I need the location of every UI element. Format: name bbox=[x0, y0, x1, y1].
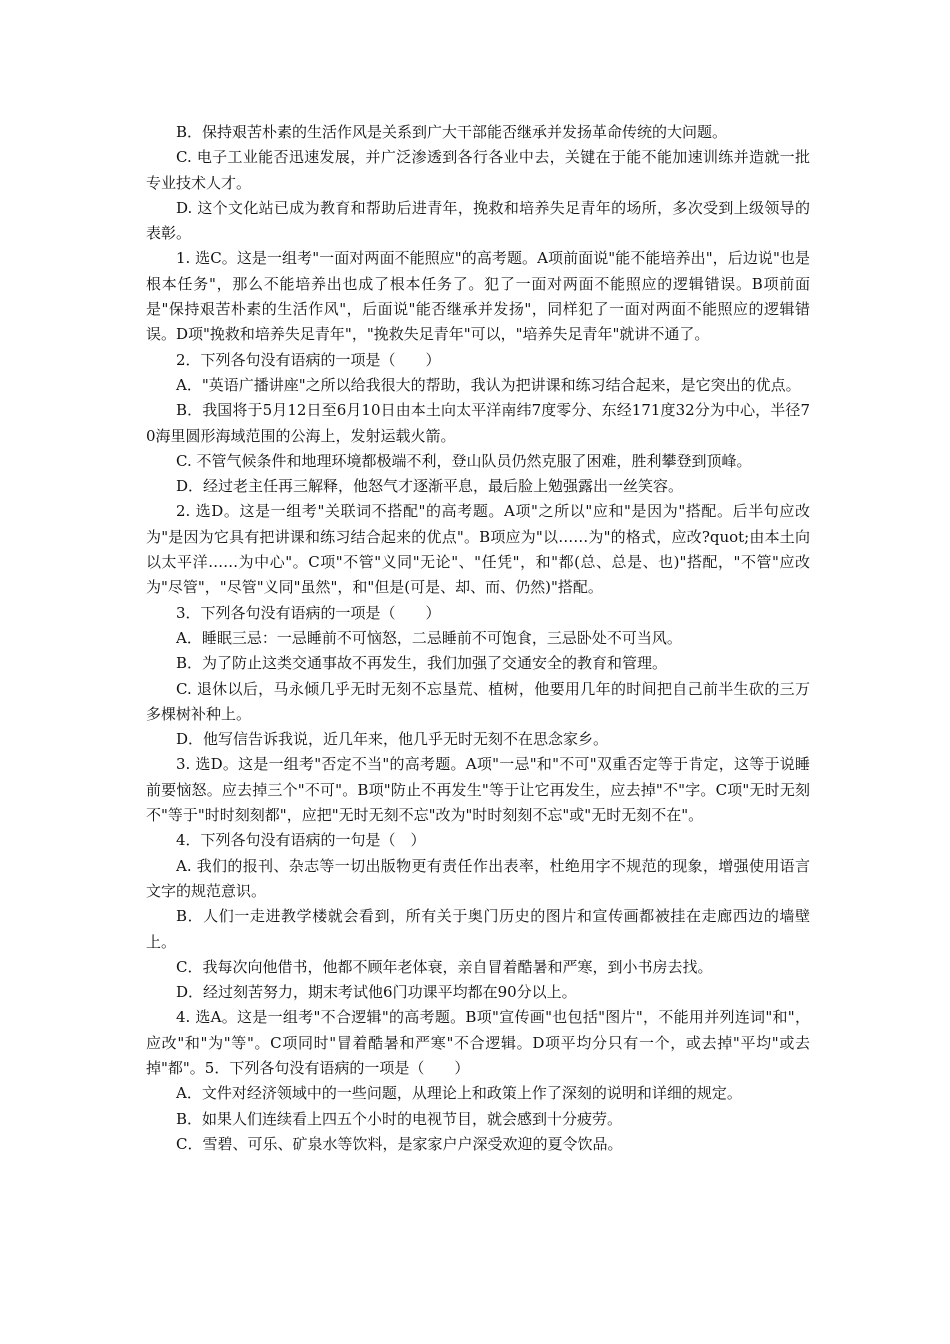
paragraph: D．他写信告诉我说，近几年来，他几乎无时无刻不在思念家乡。 bbox=[176, 730, 609, 749]
paragraph: B．人们一走进教学楼就会看到，所有关于奥门历史的图片和宣传画都被挂在走廊西边的墙壁上。 bbox=[146, 907, 810, 951]
paragraph: C．雪碧、可乐、矿泉水等饮料，是家家户户深受欢迎的夏令饮品。 bbox=[176, 1134, 623, 1153]
paragraph: B．如果人们连续看上四五个小时的电视节目，就会感到十分疲劳。 bbox=[176, 1109, 623, 1128]
paragraph: B．我国将于5月12日至6月10日由本土向太平洋南纬7度零分、东经171度32分为中心，半径70海里圆形海域范围的公海上，发射运载火箭。 bbox=[146, 401, 810, 445]
paragraph: C. 电子工业能否迅速发展，并广泛渗透到各行各业中去，关键在于能不能加速训练并造就一批专业技术人才。 bbox=[146, 148, 810, 192]
paragraph: C. 不管气候条件和地理环境都极端不利，登山队员仍然克服了困难，胜利攀登到顶峰。 bbox=[176, 451, 752, 470]
document-page bbox=[146, 120, 810, 1157]
paragraph: 2. 选D。这是一组考"关联词不搭配"的高考题。A项"之所以"应和"是因为"搭配。后半句应改为"是因为它具有把讲课和练习结合起来的优点"。B项应为"以……为"的格式，应改?quot;由本土向以太平洋……为中心"。C项"不管"义同"无论"、"任凭"，和"都(总、总是、也)"搭配，"不管"应改为"尽管"，"尽管"义同"虽然"，和"但是(可是、却、而、仍然)"搭配。 bbox=[146, 502, 810, 597]
paragraph: A．"英语广播讲座"之所以给我很大的帮助，我认为把讲课和练习结合起来，是它突出的优点。 bbox=[176, 375, 801, 394]
paragraph: 3. 选D。这是一组考"否定不当"的高考题。A项"一忌"和"不可"双重否定等于肯定，这等于说睡前要恼怒。应去掉三个"不可"。B项"防止不再发生"等于让它再发生，应去掉"不"字。C项"无时无刻不"等于"时时刻刻都"，应把"无时无刻不忘"改为"时时刻刻不忘"或"无时无刻不在"。 bbox=[146, 755, 810, 825]
paragraph: 4. 选A。这是一组考"不合逻辑"的高考题。B项"宣传画"也包括"图片"，不能用并列连词"和"，应改"和"为"等"。C项同时"冒着酷暑和严寒"不合逻辑。D项平均分只有一个，或去掉"平均"或去掉"都"。5．下列各句没有语病的一项是（ ） bbox=[146, 1008, 810, 1077]
paragraph: B．保持艰苦朴素的生活作风是关系到广大干部能否继承并发扬革命传统的大问题。 bbox=[176, 123, 728, 141]
paragraph: 2．下列各句没有语病的一项是（ ） bbox=[176, 350, 441, 369]
paragraph: 1. 选C。这是一组考"一面对两面不能照应"的高考题。A项前面说"能不能培养出"，后边说"也是根本任务"，那么不能培养出也成了根本任务了。犯了一面对两面不能照应的逻辑错误。B项前面是"保持艰苦朴素的生活作风"，后面说"能否继承并发扬"，同样犯了一面对两面不能照应的逻辑错误。D项"挽救和培养失足青年"，"挽救失足青年"可以，"培养失足青年"就讲不通了。 bbox=[146, 249, 810, 344]
paragraph: B．为了防止这类交通事故不再发生，我们加强了交通安全的教育和管理。 bbox=[176, 654, 668, 673]
paragraph: D．经过刻苦努力，期末考试他6门功课平均都在90分以上。 bbox=[176, 983, 577, 1002]
paragraph: A. 我们的报刊、杂志等一切出版物更有责任作出表率，杜绝用字不规范的现象，增强使用语言文字的规范意识。 bbox=[146, 856, 810, 900]
paragraph: C. 退休以后，马永倾几乎无时无刻不忘垦荒、植树，他要用几年的时间把自己前半生砍的三万多棵树补种上。 bbox=[146, 679, 810, 723]
paragraph: A．文件对经济领域中的一些问题，从理论上和政策上作了深刻的说明和详细的规定。 bbox=[176, 1084, 742, 1103]
paragraph: 4．下列各句没有语病的一句是（ ） bbox=[176, 831, 426, 850]
paragraph: D. 这个文化站已成为教育和帮助后进青年，挽救和培养失足青年的场所，多次受到上级领导的表彰。 bbox=[146, 198, 810, 243]
paragraph: C．我每次向他借书，他都不顾年老体衰，亲自冒着酷暑和严寒，到小书房去找。 bbox=[176, 957, 713, 976]
paragraph: A．睡眠三忌：一忌睡前不可恼怒，二忌睡前不可饱食，三忌卧处不可当风。 bbox=[176, 628, 682, 647]
paragraph: D．经过老主任再三解释，他怒气才逐渐平息，最后脸上勉强露出一丝笑容。 bbox=[176, 477, 684, 496]
paragraph: 3．下列各句没有语病的一项是（ ） bbox=[176, 603, 441, 622]
